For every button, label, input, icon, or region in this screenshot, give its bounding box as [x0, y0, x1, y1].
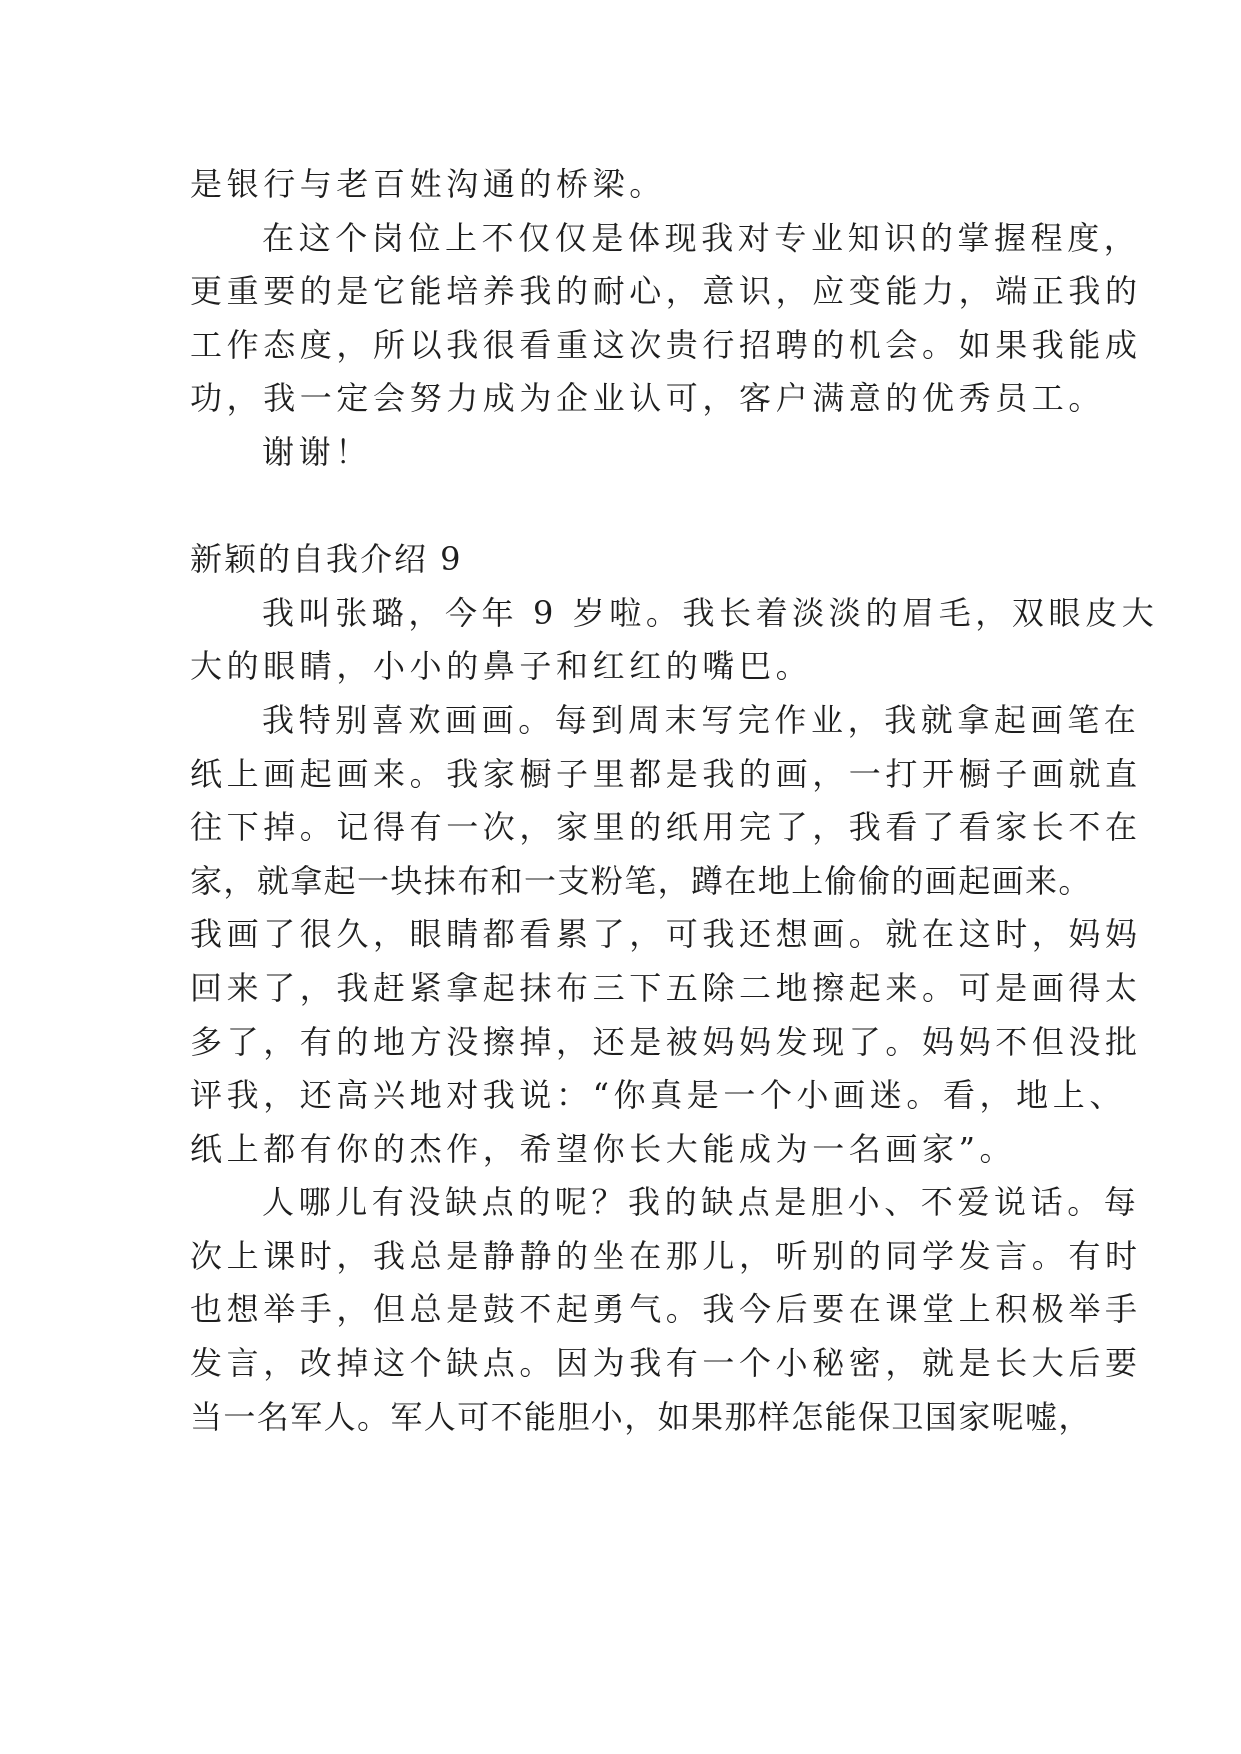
paragraph-line: 家，就拿起一块抹布和一支粉笔，蹲在地上偷偷的画起画来。 [190, 861, 1092, 900]
paragraph-line: 我叫张璐，今年 9 岁啦。我长着淡淡的眉毛，双眼皮大 [262, 593, 1159, 632]
paragraph-line: 功，我一定会努力成为企业认可，客户满意的优秀员工。 [190, 379, 1106, 418]
paragraph-line: 次上课时，我总是静静的坐在那儿，听别的同学发言。有时 [190, 1236, 1142, 1275]
section-heading: 新颖的自我介绍 9 [190, 540, 463, 579]
document-body [190, 158, 1159, 1444]
paragraph-line: 在这个岗位上不仅仅是体现我对专业知识的掌握程度， [262, 218, 1141, 257]
paragraph-line: 人哪儿有没缺点的呢？我的缺点是胆小、不爱说话。每 [262, 1183, 1141, 1222]
paragraph-line: 多了，有的地方没擦掉，还是被妈妈发现了。妈妈不但没批 [190, 1022, 1142, 1061]
paragraph-line: 是银行与老百姓沟通的桥梁。 [190, 165, 666, 203]
paragraph-line: 纸上画起画来。我家橱子里都是我的画，一打开橱子画就直 [190, 754, 1142, 793]
paragraph-line: 往下掉。记得有一次，家里的纸用完了，我看了看家长不在 [190, 808, 1142, 847]
section-spacer [190, 480, 1060, 534]
paragraph-line: 回来了，我赶紧拿起抹布三下五除二地擦起来。可是画得太 [190, 968, 1142, 1007]
paragraph-line: 评我，还高兴地对我说：“你真是一个小画迷。看，地上、 [190, 1076, 1126, 1115]
paragraph-line: 我特别喜欢画画。每到周末写完作业，我就拿起画笔在 [262, 700, 1141, 739]
paragraph-line: 也想举手，但总是鼓不起勇气。我今后要在课堂上积极举手 [190, 1290, 1142, 1329]
paragraph-line: 更重要的是它能培养我的耐心，意识，应变能力，端正我的 [190, 272, 1142, 311]
paragraph-line: 当一名军人。军人可不能胆小，如果那样怎能保卫国家呢嘘， [190, 1397, 1092, 1436]
paragraph-line: 发言，改掉这个缺点。因为我有一个小秘密，就是长大后要 [190, 1344, 1142, 1383]
paragraph-line: 纸上都有你的杰作，希望你长大能成为一名画家”。 [190, 1129, 1017, 1168]
paragraph-line: 我画了很久，眼睛都看累了，可我还想画。就在这时，妈妈 [190, 915, 1142, 954]
closing-thanks: 谢谢！ [262, 432, 372, 471]
paragraph-line: 工作态度，所以我很看重这次贵行招聘的机会。如果我能成 [190, 325, 1142, 364]
paragraph-line: 大的眼睛，小小的鼻子和红红的嘴巴。 [190, 647, 813, 686]
